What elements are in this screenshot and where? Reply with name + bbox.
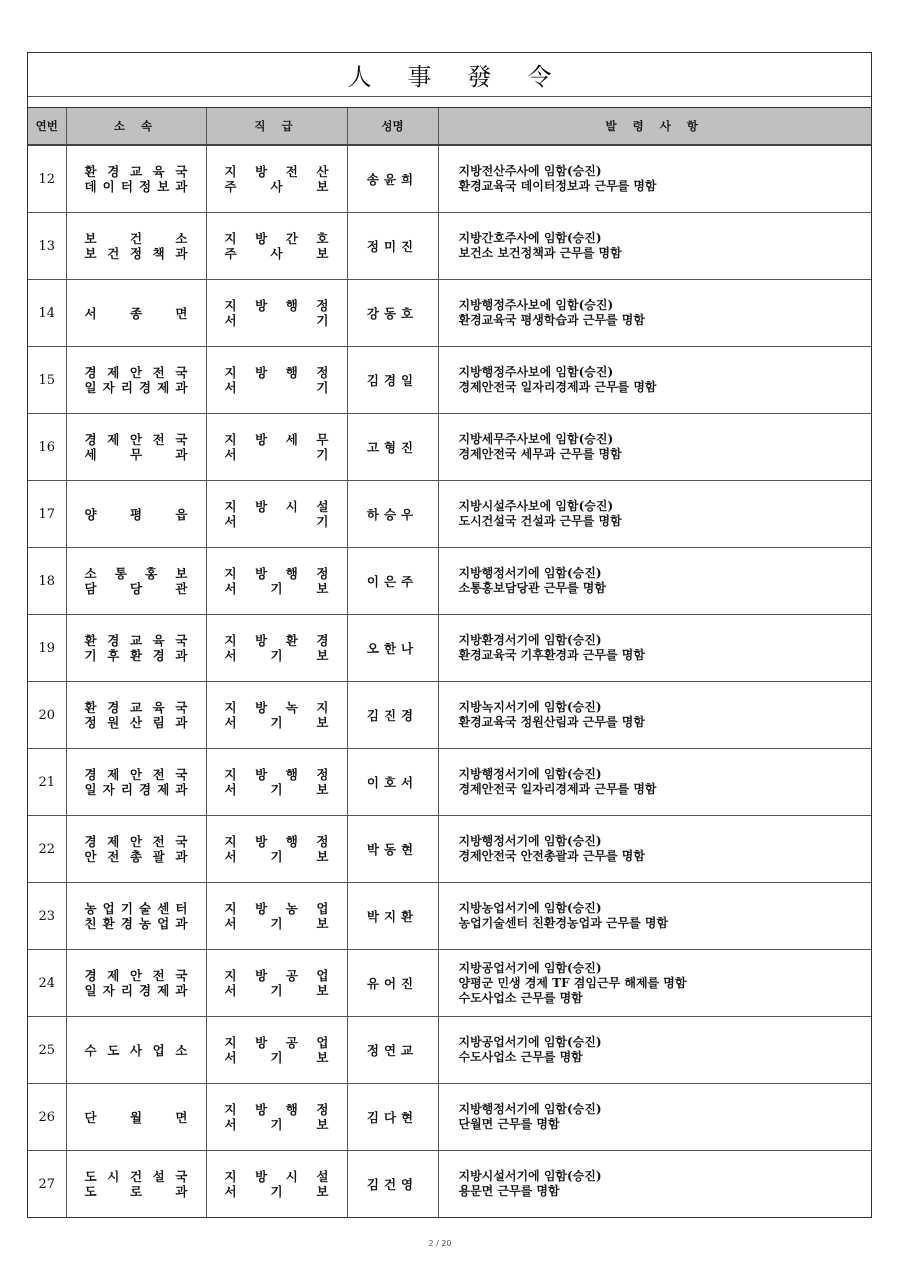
employee-name: 박동현: [347, 816, 438, 883]
grade-cell-line: 지 방 간 호: [224, 231, 329, 246]
grade-cell-line: 지 방 농 업: [224, 901, 329, 916]
order-detail: [438, 548, 871, 615]
grade-cell-line: 서 기 보: [224, 715, 329, 730]
grade-cell: [206, 883, 347, 950]
order-detail-line: 수도사업소 근무를 명함: [458, 1050, 583, 1064]
table-row: [28, 1017, 871, 1084]
order-detail-line: 용문면 근무를 명함: [458, 1184, 560, 1198]
table-row: [28, 682, 871, 749]
grade-cell-line: 서 기 보: [224, 1117, 329, 1132]
grade-cell-line: 서 기: [224, 380, 329, 395]
row-number: 27: [28, 1151, 66, 1218]
dept-cell-line: 서 종 면: [84, 305, 188, 321]
dept-cell: [66, 615, 206, 682]
order-detail: [438, 280, 871, 347]
grade-cell: [206, 615, 347, 682]
document-title: [28, 53, 871, 97]
dept-cell: [66, 213, 206, 280]
grade-cell: [206, 749, 347, 816]
grade-cell-line: 지 방 시 설: [224, 1169, 329, 1184]
order-detail: [438, 816, 871, 883]
employee-name: 김경일: [347, 347, 438, 414]
grade-cell: [206, 950, 347, 1017]
order-detail-line: 지방농업서기에 임함(승진): [458, 901, 602, 915]
table-header-row: [28, 108, 871, 145]
grade-cell-line: 지 방 행 정: [224, 767, 329, 782]
order-detail: [438, 481, 871, 548]
order-detail-line: 경제안전국 일자리경제과 근무를 명함: [458, 380, 657, 394]
dept-cell-line: 양 평 읍: [84, 506, 188, 522]
grade-cell-line: 지 방 공 업: [224, 968, 329, 983]
order-detail-line: 수도사업소 근무를 명함: [458, 990, 583, 1005]
dept-cell-line: 환 경 교 육 국: [84, 700, 188, 715]
row-number: 26: [28, 1084, 66, 1151]
order-detail-line: 경제안전국 세무과 근무를 명함: [458, 447, 622, 461]
dept-cell: [66, 816, 206, 883]
grade-cell-line: 서 기 보: [224, 1050, 329, 1065]
dept-cell-line: 안 전 총 괄 과: [84, 849, 188, 864]
employee-name: 유어진: [347, 950, 438, 1017]
grade-cell-line: 지 방 행 정: [224, 365, 329, 380]
grade-cell: [206, 1151, 347, 1218]
dept-cell: [66, 1084, 206, 1151]
dept-cell-line: 보 건 소: [84, 231, 188, 246]
row-number: 14: [28, 280, 66, 347]
title-char: 人: [347, 63, 372, 91]
order-detail-line: 지방공업서기에 임함(승진): [458, 1035, 602, 1049]
grade-cell-line: 서 기 보: [224, 581, 329, 596]
table-row: [28, 145, 871, 213]
dept-cell: [66, 1151, 206, 1218]
grade-cell: [206, 414, 347, 481]
grade-cell-line: 지 방 시 설: [224, 499, 329, 514]
grade-cell: [206, 548, 347, 615]
order-detail-line: 양평군 민생 경제 TF 겸임근무 해제를 명함: [458, 975, 687, 990]
order-detail: [438, 950, 871, 1017]
row-number: 19: [28, 615, 66, 682]
dept-cell-line: 농 업 기 술 센 터: [84, 901, 188, 916]
page-indicator: 2 / 20: [428, 1239, 452, 1248]
grade-cell-line: 서 기: [224, 313, 329, 328]
personnel-table: [28, 108, 871, 1218]
employee-name: 김건영: [347, 1151, 438, 1218]
grade-cell: [206, 816, 347, 883]
dept-cell: [66, 145, 206, 213]
header-no: 연번: [28, 108, 66, 145]
order-detail-line: 환경교육국 평생학습과 근무를 명함: [458, 313, 645, 327]
dept-cell-line: 일 자 리 경 제 과: [84, 782, 188, 797]
employee-name: 이호서: [347, 749, 438, 816]
dept-cell-line: 환 경 교 육 국: [84, 164, 188, 179]
order-detail: [438, 347, 871, 414]
employee-name: 박지환: [347, 883, 438, 950]
order-detail-line: 지방시설서기에 임함(승진): [458, 1169, 602, 1183]
dept-cell-line: 데 이 터 정 보 과: [84, 179, 188, 194]
table-row: [28, 1151, 871, 1218]
table-row: [28, 347, 871, 414]
grade-cell-line: 지 방 녹 지: [224, 700, 329, 715]
order-detail-line: 경제안전국 일자리경제과 근무를 명함: [458, 782, 657, 796]
row-number: 25: [28, 1017, 66, 1084]
dept-cell-line: 단 월 면: [84, 1109, 188, 1125]
header-dept: 소 속: [66, 108, 206, 145]
grade-cell: [206, 1084, 347, 1151]
order-detail-line: 지방행정서기에 임함(승진): [458, 1102, 602, 1116]
order-detail-line: 환경교육국 기후환경과 근무를 명함: [458, 648, 645, 662]
grade-cell: [206, 347, 347, 414]
order-detail-line: 지방행정주사보에 임함(승진): [458, 298, 614, 312]
order-detail-line: 지방녹지서기에 임함(승진): [458, 700, 602, 714]
dept-cell: [66, 682, 206, 749]
header-name: 성명: [347, 108, 438, 145]
dept-cell: [66, 950, 206, 1017]
table-row: [28, 883, 871, 950]
table-row: [28, 481, 871, 548]
order-detail-line: 환경교육국 데이터정보과 근무를 명함: [458, 179, 657, 193]
order-detail-line: 지방행정서기에 임함(승진): [458, 767, 602, 781]
order-detail-line: 환경교육국 정원산림과 근무를 명함: [458, 715, 645, 729]
dept-cell: [66, 481, 206, 548]
title-char: 事: [407, 63, 432, 91]
grade-cell: [206, 682, 347, 749]
table-row: [28, 280, 871, 347]
row-number: 16: [28, 414, 66, 481]
grade-cell-line: 지 방 행 정: [224, 566, 329, 581]
order-detail: [438, 1017, 871, 1084]
grade-cell-line: 지 방 환 경: [224, 633, 329, 648]
grade-cell: [206, 145, 347, 213]
row-number: 21: [28, 749, 66, 816]
order-detail-line: 보건소 보건정책과 근무를 명함: [458, 246, 622, 260]
order-detail-line: 지방환경서기에 임함(승진): [458, 633, 602, 647]
employee-name: 정연교: [347, 1017, 438, 1084]
dept-cell-line: 기 후 환 경 과: [84, 648, 188, 663]
grade-cell-line: 서 기 보: [224, 849, 329, 864]
employee-name: 김다현: [347, 1084, 438, 1151]
order-detail: [438, 615, 871, 682]
order-detail-line: 소통홍보담당관 근무를 명함: [458, 581, 606, 595]
employee-name: 하승우: [347, 481, 438, 548]
dept-cell-line: 일 자 리 경 제 과: [84, 380, 188, 395]
order-detail-line: 지방행정주사보에 임함(승진): [458, 365, 614, 379]
table-row: [28, 548, 871, 615]
employee-name: 송윤희: [347, 145, 438, 213]
grade-cell-line: 서 기 보: [224, 782, 329, 797]
order-detail-line: 경제안전국 안전총괄과 근무를 명함: [458, 849, 645, 863]
grade-cell-line: 주 사 보: [224, 179, 329, 194]
dept-cell-line: 일 자 리 경 제 과: [84, 983, 188, 998]
order-detail: [438, 749, 871, 816]
dept-cell-line: 세 무 과: [84, 447, 188, 462]
grade-cell: [206, 1017, 347, 1084]
row-number: 20: [28, 682, 66, 749]
dept-cell: [66, 548, 206, 615]
order-detail-line: 지방시설주사보에 임함(승진): [458, 499, 614, 513]
order-detail: [438, 414, 871, 481]
dept-cell: [66, 1017, 206, 1084]
dept-cell-line: 경 제 안 전 국: [84, 365, 188, 380]
table-row: [28, 615, 871, 682]
order-detail-line: 지방간호주사에 임함(승진): [458, 231, 602, 245]
dept-cell-line: 경 제 안 전 국: [84, 968, 188, 983]
row-number: 12: [28, 145, 66, 213]
table-row: [28, 1084, 871, 1151]
row-number: 22: [28, 816, 66, 883]
row-number: 18: [28, 548, 66, 615]
employee-name: 정미진: [347, 213, 438, 280]
dept-cell-line: 경 제 안 전 국: [84, 432, 188, 447]
grade-cell-line: 지 방 세 무: [224, 432, 329, 447]
dept-cell: [66, 280, 206, 347]
row-number: 23: [28, 883, 66, 950]
employee-name: 오한나: [347, 615, 438, 682]
order-detail: [438, 145, 871, 213]
row-number: 13: [28, 213, 66, 280]
row-number: 24: [28, 950, 66, 1017]
order-detail-line: 지방공업서기에 임함(승진): [458, 960, 602, 975]
order-detail-line: 지방행정서기에 임함(승진): [458, 834, 602, 848]
grade-cell-line: 서 기: [224, 514, 329, 529]
table-row: [28, 950, 871, 1017]
order-detail: [438, 213, 871, 280]
header-detail: 발 령 사 항: [438, 108, 871, 145]
dept-cell-line: 도 시 건 설 국: [84, 1169, 188, 1184]
grade-cell: [206, 213, 347, 280]
employee-name: 김진경: [347, 682, 438, 749]
order-detail: [438, 1151, 871, 1218]
dept-cell: [66, 347, 206, 414]
order-detail-line: 지방전산주사에 임함(승진): [458, 164, 602, 178]
grade-cell-line: 지 방 전 산: [224, 164, 329, 179]
order-detail-line: 도시건설국 건설과 근무를 명함: [458, 514, 622, 528]
grade-cell: [206, 280, 347, 347]
table-row: [28, 213, 871, 280]
order-detail-line: 지방세무주사보에 임함(승진): [458, 432, 614, 446]
title-char: 令: [527, 63, 552, 91]
grade-cell: [206, 481, 347, 548]
table-row: [28, 414, 871, 481]
dept-cell-line: 담 당 관: [84, 581, 188, 596]
order-detail: [438, 1084, 871, 1151]
dept-cell-line: 친 환 경 농 업 과: [84, 916, 188, 931]
grade-cell-line: 서 기 보: [224, 916, 329, 931]
dept-cell-line: 수 도 사 업 소: [84, 1042, 188, 1058]
grade-cell-line: 지 방 행 정: [224, 1102, 329, 1117]
dept-cell-line: 도 로 과: [84, 1184, 188, 1199]
dept-cell: [66, 414, 206, 481]
order-detail-line: 농업기술센터 친환경농업과 근무를 명함: [458, 916, 669, 930]
order-detail-line: 지방행정서기에 임함(승진): [458, 566, 602, 580]
grade-cell-line: 주 사 보: [224, 246, 329, 261]
row-number: 17: [28, 481, 66, 548]
dept-cell-line: 환 경 교 육 국: [84, 633, 188, 648]
grade-cell-line: 서 기 보: [224, 1184, 329, 1199]
grade-cell-line: 지 방 공 업: [224, 1035, 329, 1050]
table-row: [28, 816, 871, 883]
order-detail: [438, 682, 871, 749]
personnel-order-document: [27, 52, 872, 1218]
table-row: [28, 749, 871, 816]
order-detail-line: 단월면 근무를 명함: [458, 1117, 560, 1131]
grade-cell-line: 서 기 보: [224, 648, 329, 663]
dept-cell: [66, 883, 206, 950]
dept-cell: [66, 749, 206, 816]
row-number: 15: [28, 347, 66, 414]
order-detail: [438, 883, 871, 950]
dept-cell-line: 보 건 정 책 과: [84, 246, 188, 261]
title-divider: [28, 97, 871, 108]
dept-cell-line: 경 제 안 전 국: [84, 834, 188, 849]
employee-name: 고형진: [347, 414, 438, 481]
grade-cell-line: 서 기: [224, 447, 329, 462]
dept-cell-line: 정 원 산 림 과: [84, 715, 188, 730]
employee-name: 강동호: [347, 280, 438, 347]
grade-cell-line: 지 방 행 정: [224, 298, 329, 313]
employee-name: 이은주: [347, 548, 438, 615]
grade-cell-line: 서 기 보: [224, 983, 329, 998]
grade-cell-line: 지 방 행 정: [224, 834, 329, 849]
header-grade: 직 급: [206, 108, 347, 145]
title-char: 發: [467, 63, 492, 91]
dept-cell-line: 소 통 홍 보: [84, 566, 188, 581]
dept-cell-line: 경 제 안 전 국: [84, 767, 188, 782]
